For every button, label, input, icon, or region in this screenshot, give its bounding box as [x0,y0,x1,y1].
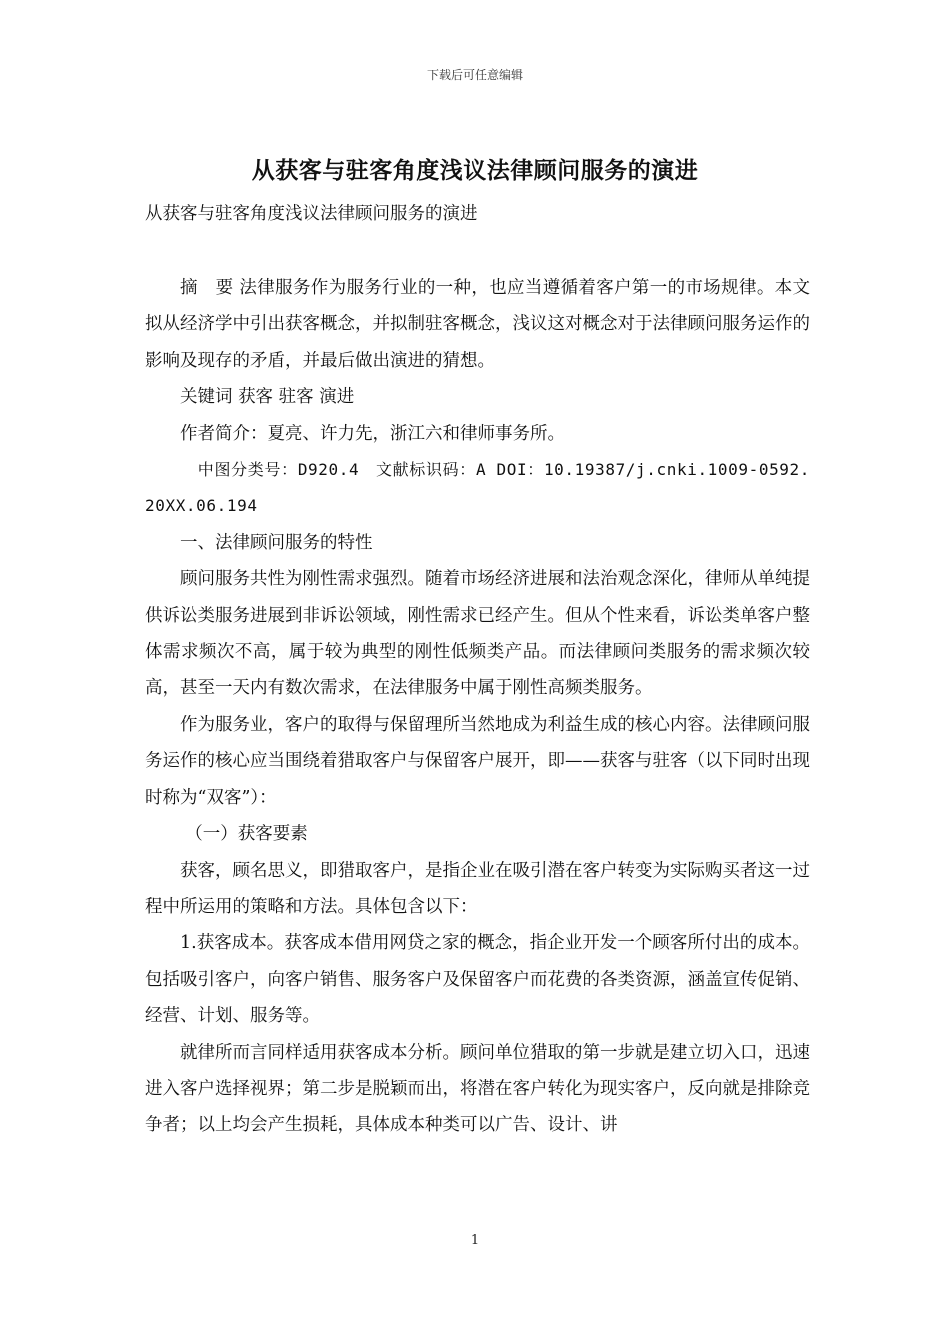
keywords-line: 关键词 获客 驻客 演进 [180,387,355,408]
document-title: 从获客与驻客角度浅议法律顾问服务的演进 [251,157,699,184]
body-paragraph: 顾问服务共性为刚性需求强烈。随着市场经济进展和法治观念深化，律师从单纯提供诉讼类服务进展到非诉讼领域，刚性需求已经产生。但从个性来看，诉讼类单客户整体需求频次不高，属于较为典型的刚性低频类产品。而法律顾问类服务的需求频次较高，甚至一天内有数次需求，在法律服务中属于刚性高频类服务。 [145,569,810,699]
body-paragraph: 1.获客成本。获客成本借用网贷之家的概念，指企业开发一个顾客所付出的成本。包括吸引客户，向客户销售、服务客户及保留客户而花费的各类资源，涵盖宣传促销、经营、计划、服务等。 [145,933,810,1027]
body-paragraph: 就律所而言同样适用获客成本分析。顾问单位猎取的第一步就是建立切入口，迅速进入客户选择视界；第二步是脱颖而出，将潜在客户转化为现实客户，反向就是排除竞争者；以上均会产生损耗，具体成本种类可以广告、设计、讲 [145,1042,810,1136]
page-number: 1 [470,1233,480,1248]
subsection-heading: （一）获客要素 [185,824,308,845]
body-paragraph: 获客，顾名思义，即猎取客户，是指企业在吸引潜在客户转变为实际购买者这一过程中所运用的策略和方法。具体包含以下： [145,860,810,917]
document-subtitle: 从获客与驻客角度浅议法律顾问服务的演进 [145,204,478,224]
authors-line: 作者简介：夏亮、许力先，浙江六和律师事务所。 [180,423,565,444]
body-paragraph: 作为服务业，客户的取得与保留理所当然地成为利益生成的核心内容。法律顾问服务运作的核心应当围绕着猎取客户与保留客户展开，即——获客与驻客（以下同时出现时称为“双客”）： [145,714,810,808]
classification-line: 中图分类号：D920.4 文献标识码：A DOI：10.19387/j.cnki.1009-0592.20XX.06.194 [145,460,810,516]
section-heading: 一、法律顾问服务的特性 [180,532,373,553]
abstract-paragraph: 摘 要 法律服务作为服务行业的一种，也应当遵循着客户第一的市场规律。本文拟从经济学中引出获客概念，并拟制驻客概念，浅议这对概念对于法律顾问服务运作的影响及现存的矛盾，并最后做出演进的猜想。 [145,278,810,371]
document-body [145,270,810,1144]
header-note: 下载后可任意编辑 [426,68,523,82]
